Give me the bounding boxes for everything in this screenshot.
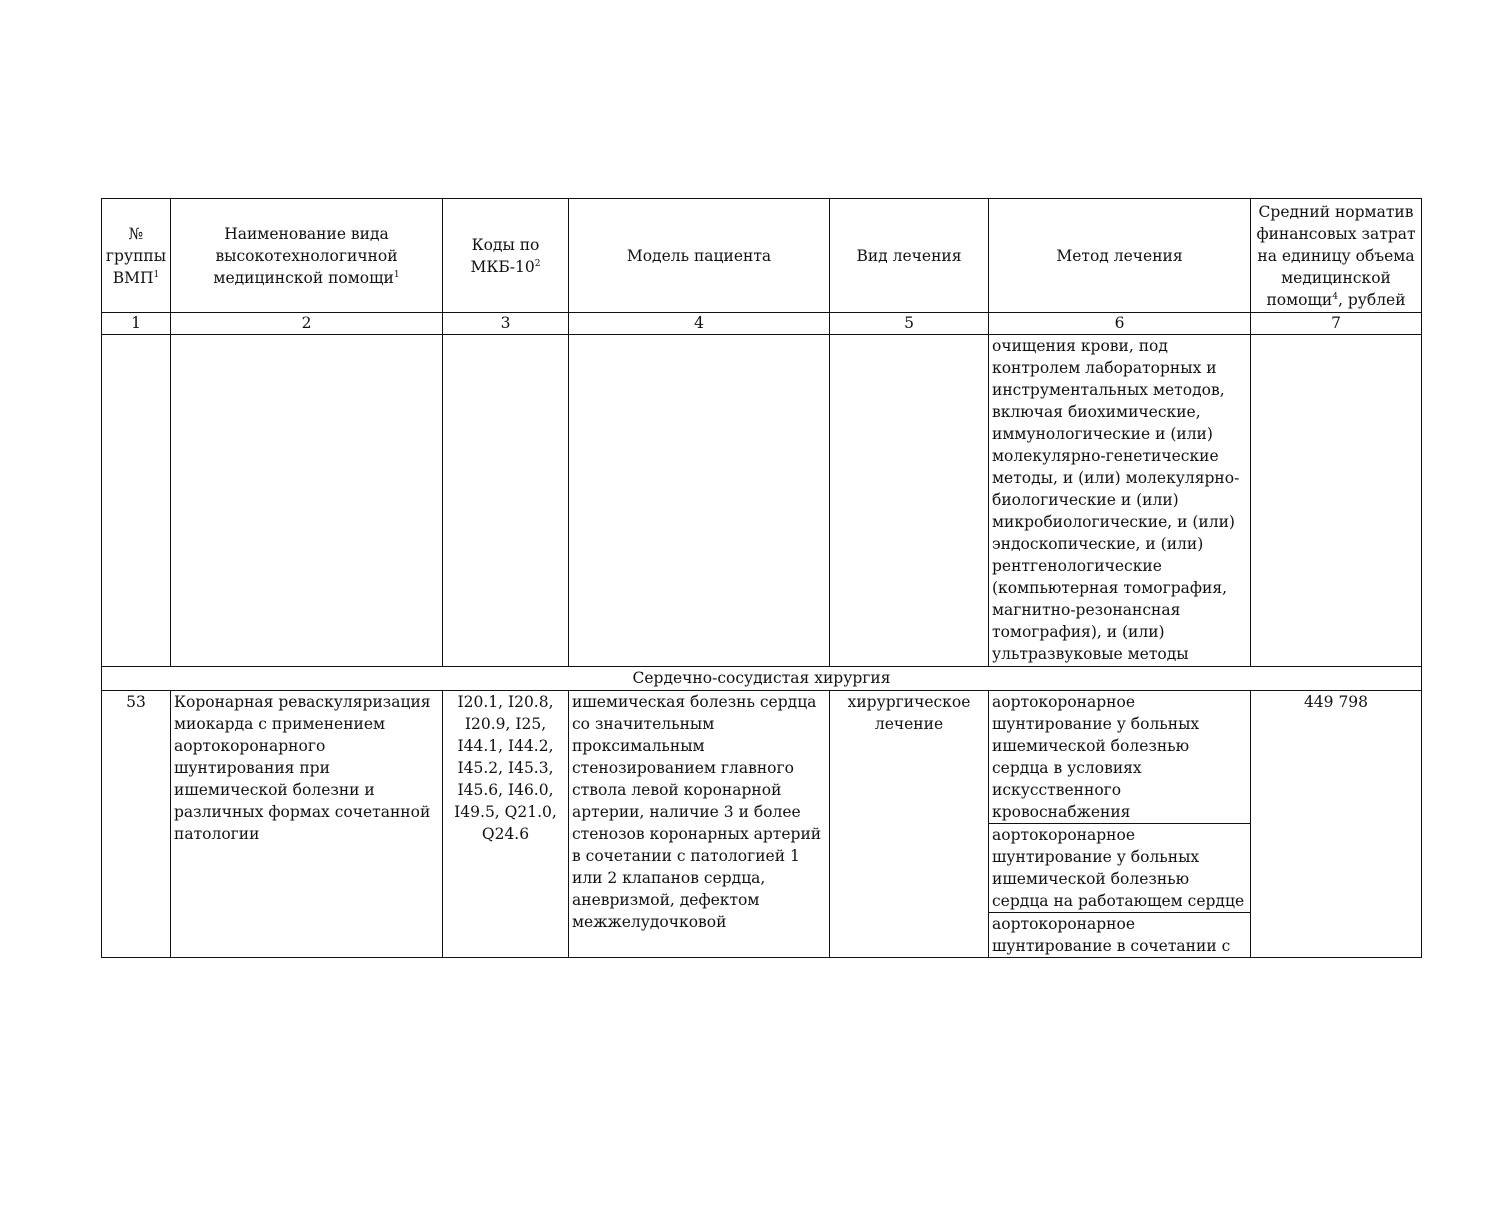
empty-cell: [1251, 335, 1422, 667]
section-row: [102, 667, 1422, 691]
header-treatment-method: Метод лечения: [989, 199, 1251, 313]
empty-cell: [171, 335, 443, 667]
vmp-table: [101, 198, 1422, 958]
treatment-methods: [989, 691, 1251, 958]
empty-cell: [102, 335, 171, 667]
header-treatment-type: Вид лечения: [830, 199, 989, 313]
column-number: 1: [102, 313, 171, 335]
column-number: 4: [569, 313, 830, 335]
method-item: аортокоронарное шунтирование у больных ишемической болезнью сердца на работающем сердце: [989, 824, 1250, 913]
patient-model: ишемическая болезнь сердца со значительным проксимальным стенозированием главного ствола левой коронарной артерии, наличие 3 и более стенозов коронарных артерий в сочетании с патологией 1 или 2 клапанов сердца, аневризмой, дефектом межжелудочковой: [569, 691, 830, 958]
continuation-method-text: очищения крови, под контролем лабораторных и инструментальных методов, включая биохимические, иммунологические и (или) молекулярно-генетические методы, и (или) молекулярно-биологические и (или) микробиологические, и (или) эндоскопические, и (или) рентгенологические (компьютерная томография, магнитно-резонансная томография), и (или) ультразвуковые методы: [989, 335, 1251, 667]
empty-cell: [830, 335, 989, 667]
method-item: аортокоронарное шунтирование у больных ишемической болезнью сердца в условиях искусственного кровоснабжения: [989, 691, 1250, 824]
continuation-row: [102, 335, 1422, 667]
header-care-name: Наименование вида высокотехнологичной медицинской помощи$^1$: [171, 199, 443, 313]
column-number: 5: [830, 313, 989, 335]
column-number: 3: [443, 313, 569, 335]
group-number: 53: [102, 691, 171, 958]
header-icd-codes: Коды по МКБ-$10^2$: [443, 199, 569, 313]
column-number: 2: [171, 313, 443, 335]
header-row: [102, 199, 1422, 313]
section-title: Сердечно-сосудистая хирургия: [102, 667, 1422, 691]
column-number-row: [102, 313, 1422, 335]
column-number: 6: [989, 313, 1251, 335]
care-name: Коронарная реваскуляризация миокарда с применением аортокоронарного шунтирования при ишемической болезни и различных формах сочетанной патологии: [171, 691, 443, 958]
header-patient-model: Модель пациента: [569, 199, 830, 313]
treatment-type: хирургическое лечение: [830, 691, 989, 958]
column-number: 7: [1251, 313, 1422, 335]
method-item: аортокоронарное шунтирование в сочетании с: [992, 915, 1231, 955]
header-group-number: № группы ВМП$^1$: [102, 199, 171, 313]
header-cost: Средний норматив финансовых затрат на единицу объема медицинской помощи$^4$, рублей: [1251, 199, 1422, 313]
empty-cell: [569, 335, 830, 667]
icd-codes: I20.1, I20.8, I20.9, I25, I44.1, I44.2, I45.2, I45.3, I45.6, I46.0, I49.5, Q21.0, Q24.6: [443, 691, 569, 958]
table-row: [102, 691, 1422, 958]
cost-value: 449 798: [1251, 691, 1422, 958]
empty-cell: [443, 335, 569, 667]
